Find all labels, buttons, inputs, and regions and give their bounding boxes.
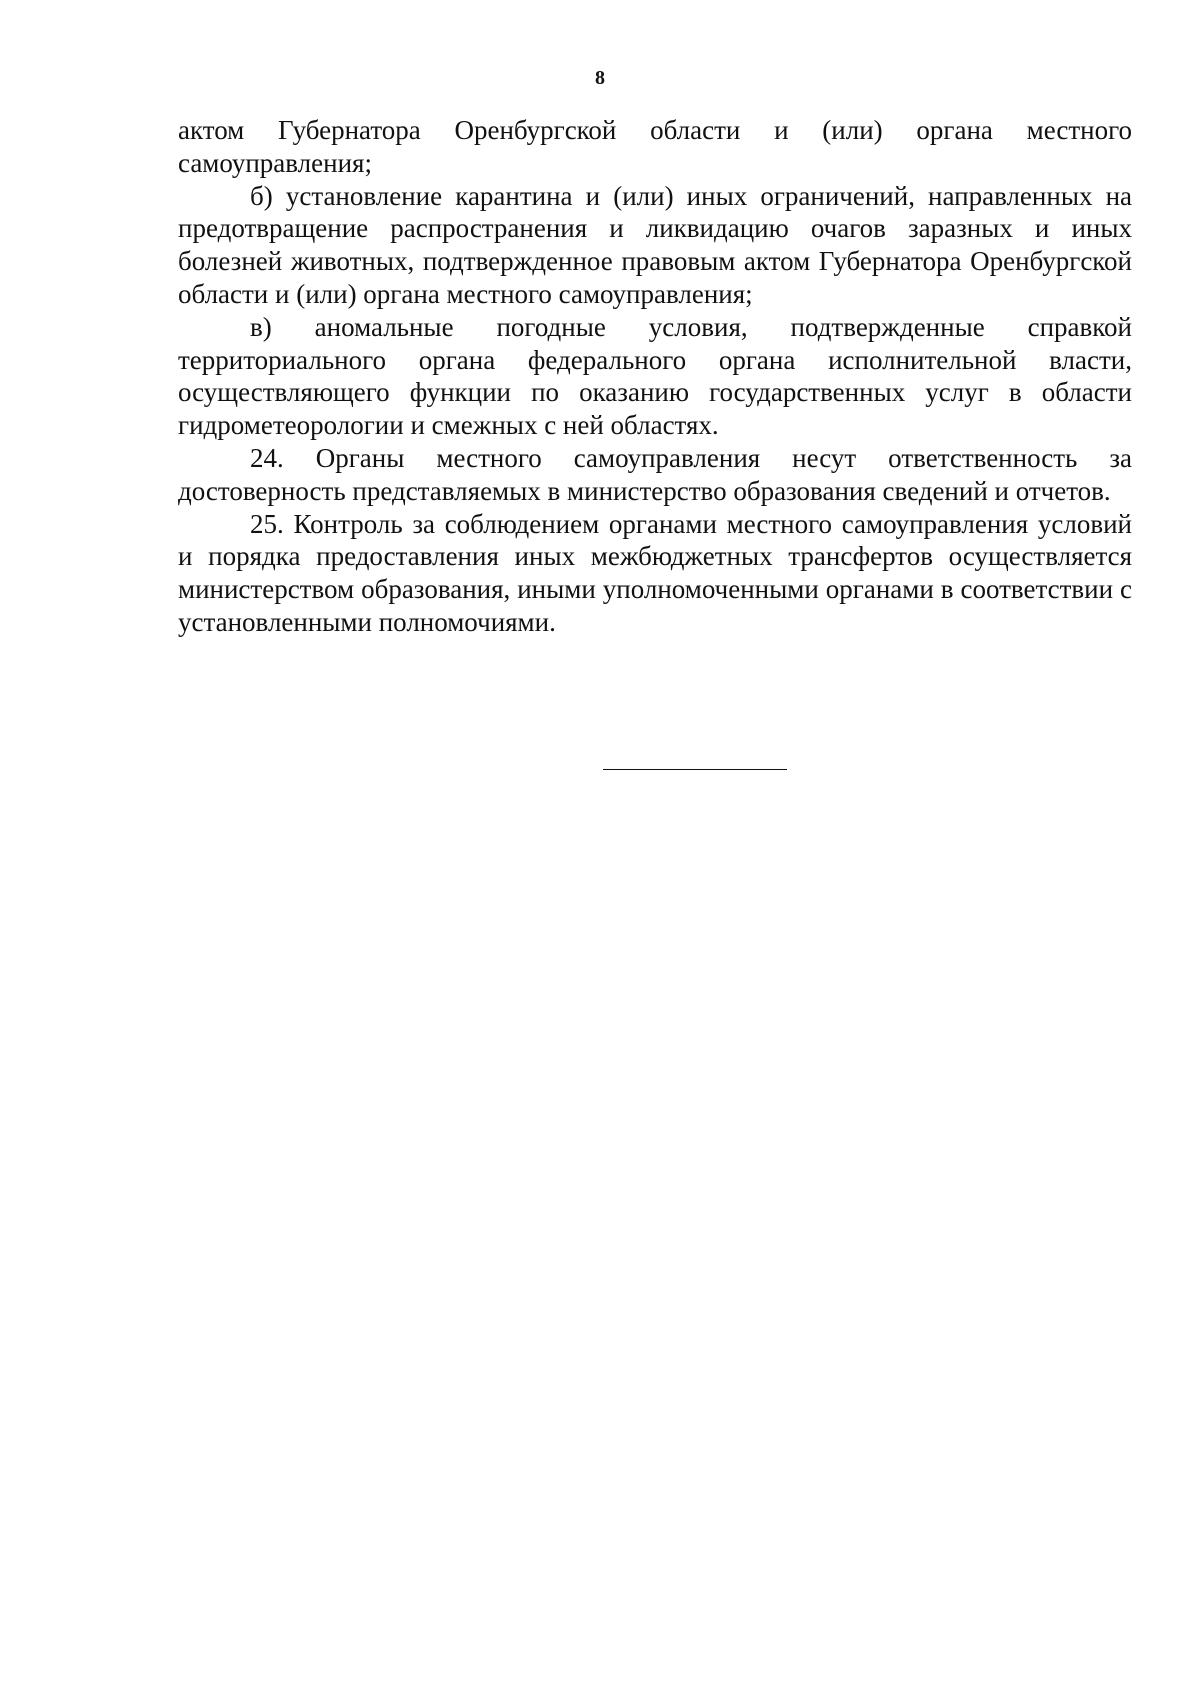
end-of-document-rule xyxy=(603,769,787,770)
paragraph-continuation: актом Губернатора Оренбургской области и (или) органа местного самоуправления; xyxy=(178,115,1132,178)
paragraph-item-v: в) аномальные погодные условия, подтвержденные справкой территориального органа федерального органа исполнительной власти, осуществляющего функции по оказанию государственных услуг в области гидрометеорологии и смежных с ней областях. xyxy=(178,311,1132,441)
paragraph-item-b: б) установление карантина и (или) иных ограничений, направленных на предотвращение распространения и ликвидацию очагов заразных и иных болезней животных, подтвержденное правовым актом Губернатора Оренбургской области и (или) органа местного самоуправления; xyxy=(178,180,1132,309)
paragraph-clause-24: 24. Органы местного самоуправления несут ответственность за достоверность представляемых в министерство образования сведений и отчетов. xyxy=(178,442,1132,506)
page-number: 8 xyxy=(595,67,605,89)
paragraph-clause-25: 25. Контроль за соблюдением органами местного самоуправления условий и порядка предоставления иных межбюджетных трансфертов осуществляется министерством образования, иными уполномоченными органами в соответствии с установленными полномочиями. xyxy=(178,508,1132,637)
document-body xyxy=(178,114,1132,639)
